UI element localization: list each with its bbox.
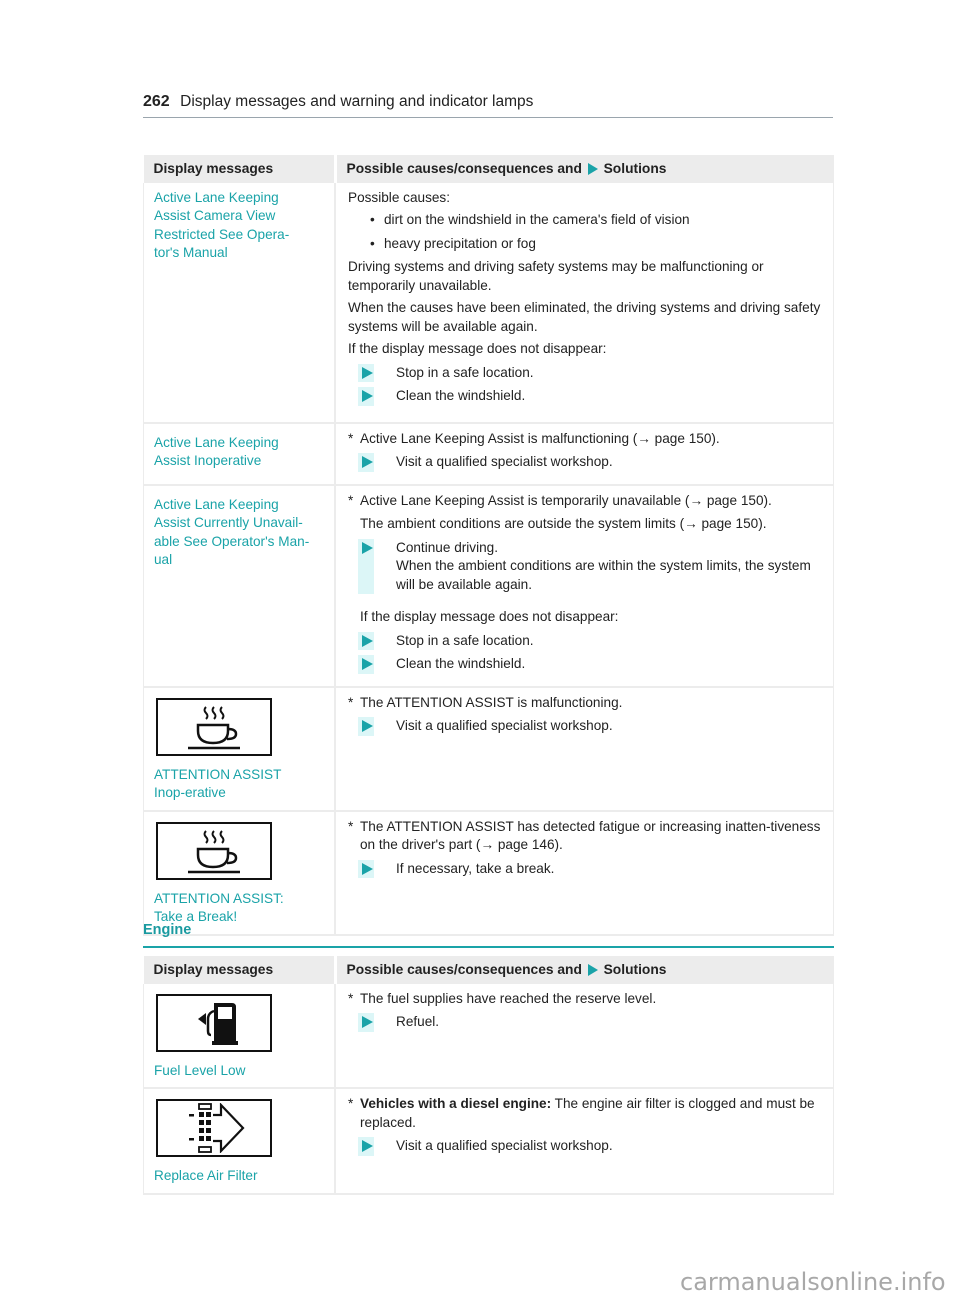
cause-item: • dirt on the windshield in the camera's field of vision (370, 211, 823, 230)
cause-text: * Active Lane Keeping Assist is temporarily unavailable (→ page 150). (348, 492, 823, 511)
solution-step: Visit a qualified specialist workshop. (358, 453, 823, 472)
instruction-text: If the display message does not disappear: (360, 609, 619, 624)
display-message-text: ATTENTION ASSIST: Take a Break! (154, 890, 284, 924)
solution-step: Refuel. (358, 1013, 823, 1032)
table-row (144, 485, 834, 687)
page-number: 262 (143, 93, 170, 110)
solution-triangle-icon (358, 364, 374, 383)
table-row (144, 423, 834, 485)
display-message-text: Fuel Level Low (154, 1062, 246, 1078)
solution-step: Stop in a safe location. (358, 632, 823, 651)
table-row (144, 1088, 834, 1194)
coffee-cup-icon (156, 698, 272, 756)
display-message-text: ATTENTION ASSIST Inop-erative (154, 766, 282, 800)
solution-step: Visit a qualified specialist workshop. (358, 1137, 823, 1156)
column-header-display-messages: Display messages (144, 956, 336, 984)
solution-triangle-icon (358, 632, 374, 651)
display-message-text: Active Lane Keeping Assist Inoperative (154, 434, 279, 468)
display-messages-table (143, 155, 834, 936)
solution-triangle-icon (358, 1013, 374, 1032)
table-row (144, 183, 834, 423)
solution-triangle-icon (358, 717, 374, 736)
display-message-text: Replace Air Filter (154, 1168, 258, 1183)
table-header-row (144, 956, 834, 984)
causes-list (348, 211, 823, 253)
solution-step: Visit a qualified specialist workshop. (358, 717, 823, 736)
solution-triangle-icon (358, 1137, 374, 1156)
table-row (144, 811, 834, 935)
section-title-engine: Engine (143, 922, 834, 948)
column-header-display-messages: Display messages (144, 155, 336, 183)
solution-triangle-icon (358, 453, 374, 472)
solution-triangle-icon (358, 655, 374, 674)
solution-step: Stop in a safe location. (358, 364, 823, 383)
display-message-text: Active Lane Keeping Assist Currently Unavail-able See Operator's Man-ual (154, 496, 310, 567)
air-filter-icon (156, 1099, 272, 1157)
solution-triangle-icon (358, 860, 374, 879)
column-header-causes: Possible causes/consequences and Solutions (335, 956, 834, 984)
solution-triangle-icon (588, 964, 598, 976)
coffee-cup-icon (156, 822, 272, 880)
cause-text: * Active Lane Keeping Assist is malfunctioning (→ page 150). (348, 430, 823, 449)
display-message-text: Active Lane Keeping Assist Camera View Restricted See Opera-tor's Manual (154, 189, 290, 260)
solution-step: If necessary, take a break. (358, 860, 823, 879)
instruction-text: If the display message does not disappear: (348, 341, 607, 356)
table-header-row (144, 155, 834, 183)
fuel-pump-icon (156, 994, 272, 1052)
solution-triangle-icon (358, 539, 374, 595)
solution-triangle-icon (588, 163, 598, 175)
watermark: carmanualsonline.info (680, 1268, 946, 1296)
solution-step: Clean the windshield. (358, 655, 823, 674)
solution-step: Clean the windshield. (358, 387, 823, 406)
cause-item: • heavy precipitation or fog (370, 235, 823, 254)
page-title: Display messages and warning and indicator lamps (180, 93, 534, 110)
causes-intro: Possible causes: (348, 189, 451, 205)
cause-text: * The fuel supplies have reached the reserve level. (348, 990, 823, 1009)
consequence-text: When the causes have been eliminated, the driving systems and driving safety systems will be available again. (348, 300, 821, 334)
cause-text: * The ATTENTION ASSIST has detected fatigue or increasing inatten-tiveness on the driver's part (→ page 146). (348, 818, 823, 855)
solution-step: Continue driving. When the ambient conditions are within the system limits, the system will be available again. (358, 539, 823, 595)
page-header (143, 93, 833, 118)
consequence-text: The ambient conditions are outside the system limits (→ page 150). (360, 516, 767, 531)
table-row (144, 687, 834, 811)
column-header-causes: Possible causes/consequences and Solutions (335, 155, 834, 183)
solution-triangle-icon (358, 387, 374, 406)
consequence-text: Driving systems and driving safety systems may be malfunctioning or temporarily unavailable. (348, 259, 764, 293)
cause-text: * Vehicles with a diesel engine: The engine air filter is clogged and must be replaced. (348, 1095, 823, 1132)
engine-messages-table (143, 956, 834, 1195)
cause-text: * The ATTENTION ASSIST is malfunctioning. (348, 694, 823, 713)
table-row (144, 984, 834, 1089)
